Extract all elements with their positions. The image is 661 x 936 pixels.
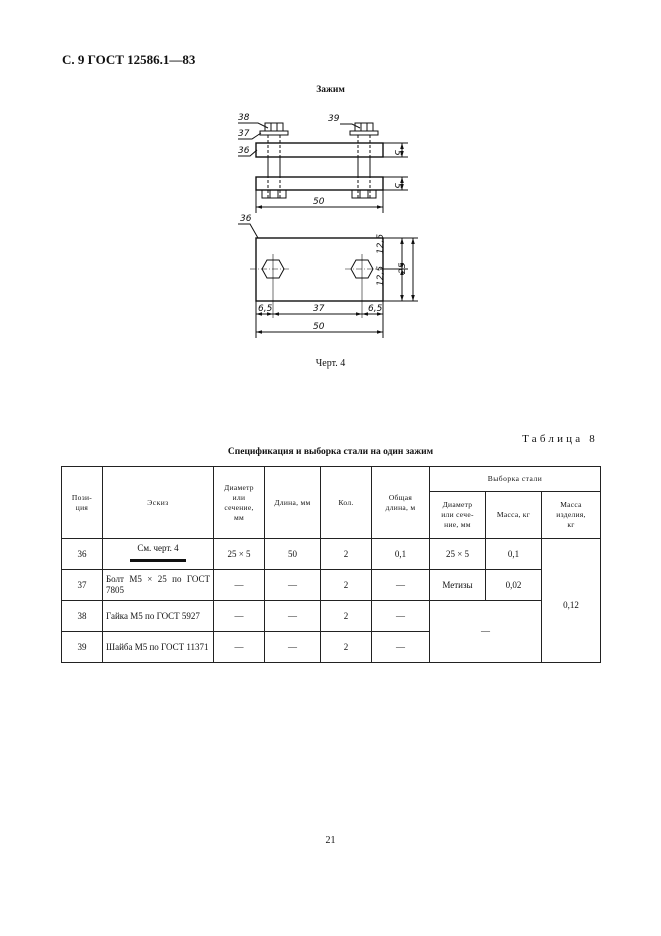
- cell-diam: —: [214, 601, 265, 632]
- dim-height-total: 25: [398, 262, 408, 274]
- cell-qty: 2: [321, 539, 372, 570]
- table-label: Таблица 8: [522, 433, 598, 445]
- table-title: Спецификация и выборка стали на один зажим: [227, 447, 434, 457]
- dim-thickness-top: 5: [392, 150, 402, 156]
- dim-hole-spacing: 37: [313, 304, 325, 314]
- dim-height-upper: 12,5: [376, 233, 386, 254]
- washer-left: [260, 131, 288, 135]
- page-number: 21: [325, 835, 336, 846]
- col-item-mass: Масса изделия, кг: [542, 492, 601, 539]
- cell-pos: 39: [62, 632, 103, 663]
- col-sketch: Эскиз: [103, 467, 214, 539]
- col-diameter: Диаметр или сечение, мм: [214, 467, 265, 539]
- col-position: Пози- ция: [62, 467, 103, 539]
- cell-sel-diam: 25 × 5: [430, 539, 486, 570]
- table-row: [62, 601, 601, 632]
- col-sel-mass: Масса, кг: [486, 492, 542, 539]
- col-qty: Кол.: [321, 467, 372, 539]
- cell-length: —: [265, 570, 321, 601]
- cell-total: —: [372, 601, 430, 632]
- cell-total: —: [372, 632, 430, 663]
- label-36-side: 36: [238, 146, 250, 156]
- table-row: [62, 570, 601, 601]
- table-row: [62, 539, 601, 570]
- cell-diam: —: [214, 570, 265, 601]
- label-38: 38: [238, 113, 250, 123]
- cell-diam: 25 × 5: [214, 539, 265, 570]
- col-total-length: Общая длина, м: [372, 467, 430, 539]
- cell-length: 50: [265, 539, 321, 570]
- cell-pos: 37: [62, 570, 103, 601]
- cell-length: —: [265, 601, 321, 632]
- cell-total: 0,1: [372, 539, 430, 570]
- cell-total: —: [372, 570, 430, 601]
- label-39: 39: [328, 114, 340, 124]
- reference-bar: [130, 559, 186, 562]
- figure-title: Зажим: [316, 85, 345, 95]
- cell-sketch: [103, 539, 214, 570]
- washer-right: [350, 131, 378, 135]
- spec-table: [61, 466, 601, 663]
- plate-plan: [256, 238, 383, 301]
- plate-top-side: [256, 143, 383, 157]
- figure-caption: Черт. 4: [315, 358, 346, 369]
- cell-sel-mass: 0,1: [486, 539, 542, 570]
- cell-sel-mass: 0,02: [486, 570, 542, 601]
- cell-sel-diam: Метизы: [430, 570, 486, 601]
- cell-qty: 2: [321, 570, 372, 601]
- cell-sketch: Гайка М5 по ГОСТ 5927: [103, 601, 214, 632]
- cell-sketch: Шайба М5 по ГОСТ 11371: [103, 632, 214, 663]
- cell-diam: —: [214, 632, 265, 663]
- cell-pos: 38: [62, 601, 103, 632]
- cell-qty: 2: [321, 601, 372, 632]
- dim-length-plan: 50: [313, 322, 325, 332]
- col-length: Длина, мм: [265, 467, 321, 539]
- dim-thickness-bottom: 5: [392, 183, 402, 189]
- nut-left-top: [265, 123, 283, 131]
- label-37: 37: [238, 129, 250, 139]
- cell-pos: 36: [62, 539, 103, 570]
- col-sel-diameter: Диаметр или сече- ние, мм: [430, 492, 486, 539]
- plate-bottom-side: [256, 177, 383, 190]
- cell-qty: 2: [321, 632, 372, 663]
- dim-height-lower: 12,5: [376, 265, 386, 286]
- clamp-drawing: [0, 0, 661, 360]
- dim-edge-left: 6,5: [258, 304, 273, 314]
- dim-length-side: 50: [313, 197, 325, 207]
- col-steel-selection: Выборка стали: [430, 467, 601, 492]
- cell-sketch: Болт М5 × 25 по ГОСТ 7805: [103, 570, 214, 601]
- cell-merged-selection: —: [430, 601, 542, 663]
- page-header: С. 9 ГОСТ 12586.1—83: [62, 52, 196, 67]
- cell-item-mass: 0,12: [542, 539, 601, 663]
- label-36-plan: 36: [240, 214, 252, 224]
- sketch-text: См. черт. 4: [137, 543, 179, 553]
- cell-length: —: [265, 632, 321, 663]
- dim-edge-right: 6,5: [368, 304, 383, 314]
